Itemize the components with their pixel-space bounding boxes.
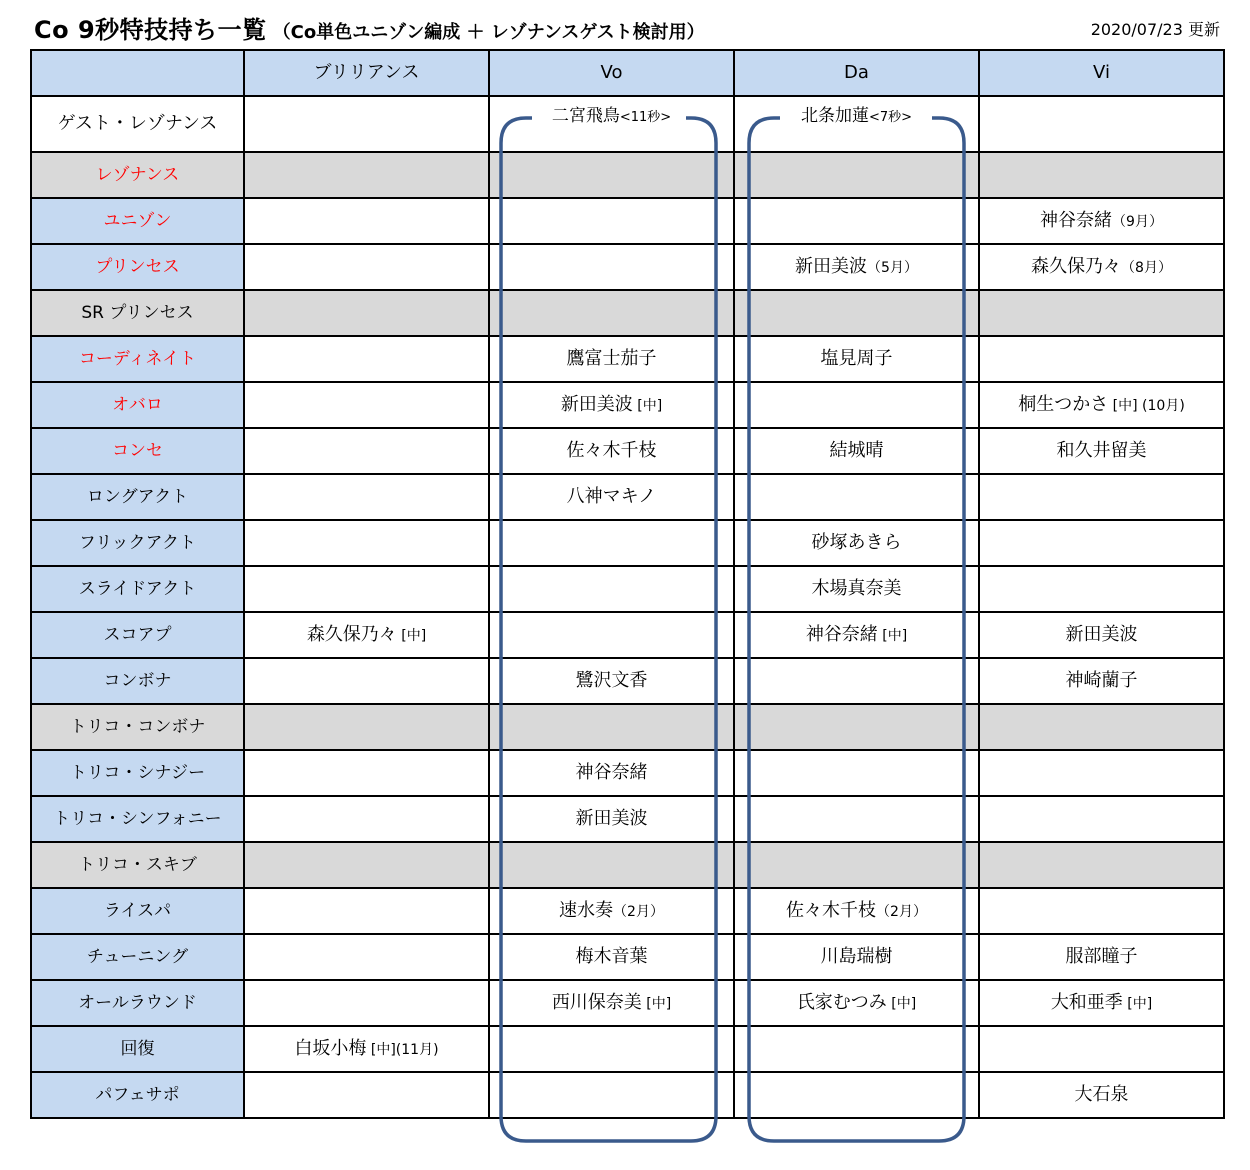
idol-name: 砂塚あきら — [811, 532, 902, 554]
idol-cell-vo — [489, 1072, 734, 1118]
skill-row — [31, 336, 1224, 382]
idol-cell-vo — [489, 382, 734, 428]
idol-cell-brilliance — [244, 198, 489, 244]
skill-label: ロングアクト — [31, 474, 244, 520]
idol-name: 森久保乃々 — [306, 624, 397, 646]
idol-cell-da — [734, 750, 979, 796]
idol-name: 新田美波 — [1065, 624, 1138, 646]
idol-note: （2月） — [876, 904, 927, 921]
idol-cell-da — [734, 796, 979, 842]
skill-label: コーディネイト — [31, 336, 244, 382]
skill-label: オバロ — [31, 382, 244, 428]
idol-cell-vo — [489, 1026, 734, 1072]
idol-cell-vi — [979, 796, 1224, 842]
idol-name: 西川保奈美 — [551, 992, 642, 1014]
idol-cell-da — [734, 612, 979, 658]
idol-note: [中] — [1122, 996, 1153, 1013]
idol-cell-brilliance — [244, 428, 489, 474]
idol-cell-vi — [979, 1072, 1224, 1118]
skill-row — [31, 1026, 1224, 1072]
idol-cell-da — [734, 842, 979, 888]
idol-cell-vi — [979, 428, 1224, 474]
guest-resonance-row — [31, 96, 1224, 152]
page-subtitle: （Co単色ユニゾン編成 ＋ レゾナンスゲスト検討用） — [272, 22, 705, 43]
idol-cell-vo — [489, 658, 734, 704]
idol-note: [中] — [396, 628, 427, 645]
idol-name: 新田美波 — [575, 808, 648, 830]
idol-cell-vi — [979, 244, 1224, 290]
skill-row — [31, 750, 1224, 796]
idol-cell-brilliance — [244, 152, 489, 198]
idol-cell-da — [734, 152, 979, 198]
idol-cell-vi — [979, 1026, 1224, 1072]
idol-cell-vi — [979, 934, 1224, 980]
idol-cell-vi — [979, 198, 1224, 244]
skill-table — [30, 49, 1225, 1119]
skill-label: プリンセス — [31, 244, 244, 290]
idol-name: 新田美波 — [560, 394, 633, 416]
idol-cell-vi — [979, 888, 1224, 934]
idol-cell-brilliance — [244, 382, 489, 428]
idol-name: 塩見周子 — [820, 348, 893, 370]
idol-cell-brilliance — [244, 658, 489, 704]
idol-cell-vo — [489, 796, 734, 842]
idol-cell-vi — [979, 658, 1224, 704]
guest-vo-note: <11秒> — [619, 110, 672, 125]
column-header-vo: Vo — [489, 50, 734, 96]
idol-cell-vo — [489, 566, 734, 612]
idol-cell-vo — [489, 244, 734, 290]
skill-row — [31, 474, 1224, 520]
idol-cell-da — [734, 704, 979, 750]
page-title-text: Co 9秒特技持ち一覧 — [34, 16, 267, 44]
idol-cell-vo — [489, 612, 734, 658]
idol-cell-brilliance — [244, 980, 489, 1026]
idol-cell-brilliance — [244, 336, 489, 382]
idol-cell-vo — [489, 980, 734, 1026]
skill-label: コンセ — [31, 428, 244, 474]
idol-name: 氏家むつみ — [796, 992, 887, 1014]
skill-row — [31, 198, 1224, 244]
idol-cell-vi — [979, 474, 1224, 520]
skill-row — [31, 612, 1224, 658]
idol-cell-vo — [489, 934, 734, 980]
idol-cell-da — [734, 520, 979, 566]
idol-cell-da — [734, 382, 979, 428]
skill-row — [31, 566, 1224, 612]
idol-cell-brilliance — [244, 1026, 489, 1072]
idol-cell-vo — [489, 198, 734, 244]
skill-row — [31, 796, 1224, 842]
idol-note: [中] — [877, 628, 908, 645]
idol-name: 桐生つかさ — [1018, 394, 1109, 416]
idol-name: 速水奏 — [559, 900, 614, 922]
skill-label: レゾナンス — [31, 152, 244, 198]
idol-cell-vi — [979, 612, 1224, 658]
idol-cell-da — [734, 198, 979, 244]
idol-name: 服部瞳子 — [1065, 946, 1138, 968]
idol-cell-vo — [489, 152, 734, 198]
idol-name: 鷹富士茄子 — [566, 348, 657, 370]
idol-cell-vo — [489, 428, 734, 474]
idol-note: [中] (10月) — [1108, 398, 1185, 415]
idol-cell-brilliance — [244, 244, 489, 290]
guest-vo-name: 二宮飛鳥 — [551, 106, 620, 126]
idol-name: 佐々木千枝 — [566, 440, 657, 462]
skill-label: ライスパ — [31, 888, 244, 934]
column-header-vi: Vi — [979, 50, 1224, 96]
idol-note: [中] — [641, 996, 672, 1013]
skill-label: チューニング — [31, 934, 244, 980]
skill-label: オールラウンド — [31, 980, 244, 1026]
page-title — [34, 10, 705, 45]
skill-label: 回復 — [31, 1026, 244, 1072]
idol-note: [中](11月) — [366, 1042, 439, 1059]
idol-cell-vi — [979, 566, 1224, 612]
skill-row — [31, 244, 1224, 290]
column-header-da: Da — [734, 50, 979, 96]
idol-cell-da — [734, 888, 979, 934]
skill-label: トリコ・シナジー — [31, 750, 244, 796]
idol-cell-vo — [489, 520, 734, 566]
column-header-row — [31, 50, 1224, 96]
skill-label: スライドアクト — [31, 566, 244, 612]
skill-row — [31, 980, 1224, 1026]
skill-row — [31, 152, 1224, 198]
idol-name: 川島瑞樹 — [820, 946, 893, 968]
idol-cell-da — [734, 1026, 979, 1072]
idol-note: [中] — [632, 398, 663, 415]
idol-name: 神谷奈緒 — [575, 762, 648, 784]
idol-cell-vi — [979, 520, 1224, 566]
idol-cell-vo — [489, 750, 734, 796]
title-bar — [0, 0, 1250, 46]
idol-cell-da — [734, 980, 979, 1026]
skill-row — [31, 704, 1224, 750]
idol-cell-brilliance — [244, 290, 489, 336]
skill-row — [31, 888, 1224, 934]
guest-vi-cell — [979, 96, 1224, 152]
idol-note: （8月） — [1121, 260, 1172, 277]
guest-resonance-label: ゲスト・レゾナンス — [31, 96, 244, 152]
idol-name: 白坂小梅 — [294, 1038, 367, 1060]
idol-name: 八神マキノ — [566, 486, 657, 508]
skill-row — [31, 520, 1224, 566]
skill-label: コンボナ — [31, 658, 244, 704]
skill-row — [31, 428, 1224, 474]
skill-label: SR プリンセス — [31, 290, 244, 336]
skill-label: フリックアクト — [31, 520, 244, 566]
idol-name: 森久保乃々 — [1031, 256, 1122, 278]
idol-cell-da — [734, 1072, 979, 1118]
idol-cell-vi — [979, 382, 1224, 428]
skill-label: パフェサポ — [31, 1072, 244, 1118]
idol-cell-vo — [489, 336, 734, 382]
idol-cell-vi — [979, 750, 1224, 796]
idol-cell-vi — [979, 290, 1224, 336]
idol-name: 和久井留美 — [1056, 440, 1147, 462]
idol-cell-da — [734, 474, 979, 520]
idol-cell-vi — [979, 704, 1224, 750]
idol-cell-vo — [489, 842, 734, 888]
idol-cell-vi — [979, 842, 1224, 888]
idol-cell-da — [734, 244, 979, 290]
idol-name: 神谷奈緒 — [1040, 210, 1113, 232]
idol-cell-brilliance — [244, 934, 489, 980]
idol-cell-da — [734, 336, 979, 382]
idol-name: 大石泉 — [1074, 1084, 1129, 1106]
skill-label: トリコ・シンフォニー — [31, 796, 244, 842]
idol-cell-da — [734, 934, 979, 980]
idol-cell-da — [734, 428, 979, 474]
idol-name: 神崎蘭子 — [1065, 670, 1138, 692]
column-header-corner — [31, 50, 244, 96]
idol-cell-brilliance — [244, 520, 489, 566]
idol-cell-da — [734, 566, 979, 612]
idol-name: 木場真奈美 — [811, 578, 902, 600]
guest-da-cell — [734, 96, 979, 152]
idol-name: 神谷奈緒 — [805, 624, 878, 646]
idol-cell-vo — [489, 888, 734, 934]
skill-label: ユニゾン — [31, 198, 244, 244]
idol-name: 鷺沢文香 — [575, 670, 648, 692]
idol-cell-brilliance — [244, 796, 489, 842]
skill-row — [31, 658, 1224, 704]
idol-note: （2月） — [613, 904, 664, 921]
idol-cell-brilliance — [244, 1072, 489, 1118]
guest-vo-cell — [489, 96, 734, 152]
skill-row — [31, 1072, 1224, 1118]
guest-da-name: 北条加蓮 — [800, 106, 869, 126]
skill-label: トリコ・スキブ — [31, 842, 244, 888]
skill-label: スコアプ — [31, 612, 244, 658]
idol-cell-brilliance — [244, 612, 489, 658]
skill-row — [31, 934, 1224, 980]
skill-table-body — [31, 50, 1224, 1118]
idol-cell-vo — [489, 290, 734, 336]
idol-cell-vi — [979, 152, 1224, 198]
idol-name: 佐々木千枝 — [786, 900, 877, 922]
idol-cell-brilliance — [244, 474, 489, 520]
idol-cell-da — [734, 290, 979, 336]
idol-note: [中] — [886, 996, 917, 1013]
guest-brilliance-cell — [244, 96, 489, 152]
idol-name: 大和亜季 — [1050, 992, 1123, 1014]
column-header-brilliance: ブリリアンス — [244, 50, 489, 96]
idol-name: 結城晴 — [829, 440, 884, 462]
idol-cell-da — [734, 658, 979, 704]
idol-name: 新田美波 — [795, 256, 868, 278]
skill-row — [31, 290, 1224, 336]
idol-cell-brilliance — [244, 750, 489, 796]
idol-cell-vi — [979, 336, 1224, 382]
idol-name: 梅木音葉 — [575, 946, 648, 968]
idol-cell-brilliance — [244, 704, 489, 750]
idol-note: （5月） — [867, 260, 918, 277]
idol-cell-vo — [489, 704, 734, 750]
idol-cell-brilliance — [244, 566, 489, 612]
idol-note: （9月） — [1112, 214, 1163, 231]
idol-cell-vi — [979, 980, 1224, 1026]
skill-row — [31, 842, 1224, 888]
skill-row — [31, 382, 1224, 428]
idol-cell-vo — [489, 474, 734, 520]
idol-cell-brilliance — [244, 842, 489, 888]
skill-label: トリコ・コンボナ — [31, 704, 244, 750]
update-date: 2020/07/23 更新 — [1090, 20, 1220, 39]
idol-cell-brilliance — [244, 888, 489, 934]
guest-da-note: <7秒> — [868, 110, 913, 125]
